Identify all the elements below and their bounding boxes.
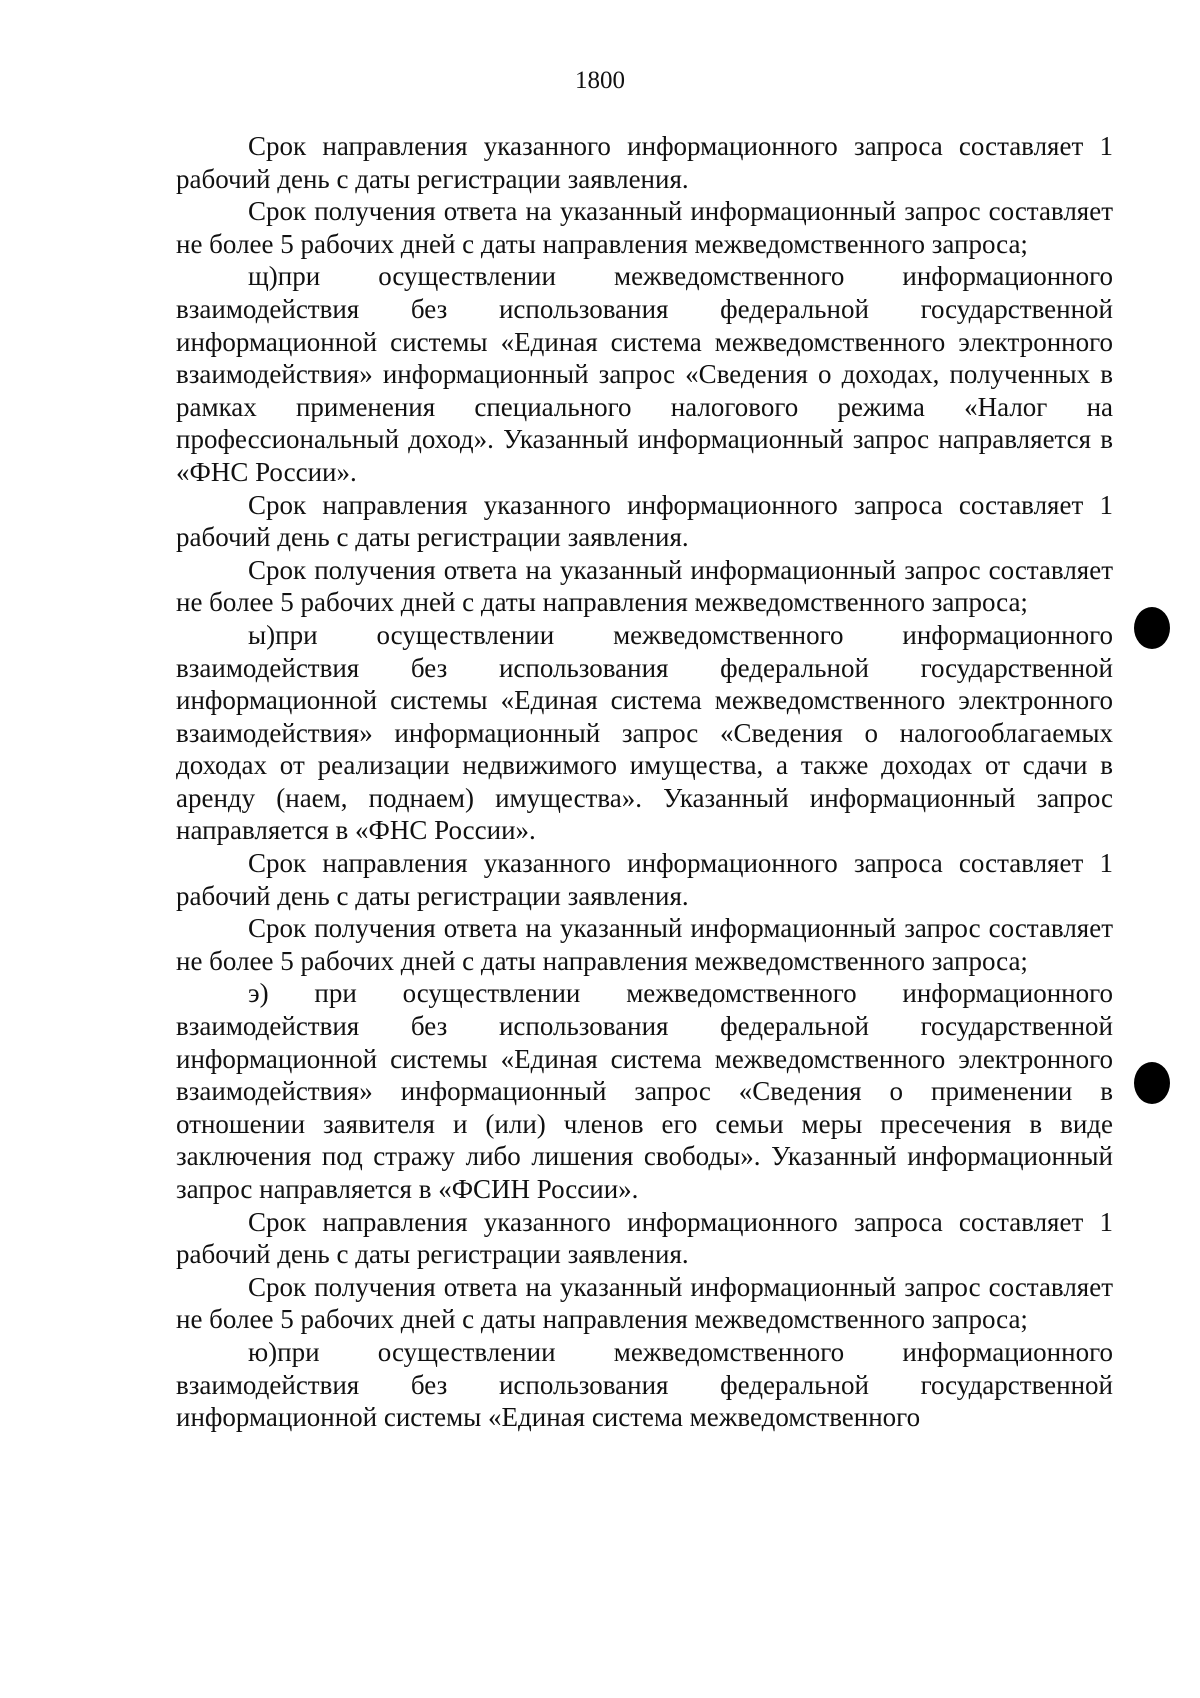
paragraph: Срок получения ответа на указанный информационный запрос составляет не более 5 рабочих дней с даты направления межведомственного запроса;: [176, 196, 1113, 259]
punch-hole-mark: [1134, 1062, 1170, 1104]
paragraph: Срок направления указанного информационного запроса составляет 1 рабочий день с даты регистрации заявления.: [176, 131, 1113, 194]
paragraph: ы)при осуществлении межведомственного информационного взаимодействия без использования федеральной государственной информационной системы «Единая система межведомственного электронного взаимодействия» информационный запрос «Сведения о налогооблагаемых доходах от реализации недвижимого имущества, а также доходах от сдачи в аренду (наем, поднаем) имущества». Указанный информационный запрос направляется в «ФНС России».: [176, 619, 1113, 846]
document-body: [176, 130, 1113, 1434]
paragraph: Срок направления указанного информационного запроса составляет 1 рабочий день с даты регистрации заявления.: [176, 489, 1113, 553]
page-number: 1800: [575, 67, 625, 94]
paragraph: Срок получения ответа на указанный информационный запрос составляет не более 5 рабочих дней с даты направления межведомственного запроса;: [176, 1271, 1113, 1335]
paragraph: Срок направления указанного информационного запроса составляет 1 рабочий день с даты регистрации заявления.: [176, 1206, 1113, 1270]
paragraph: ю)при осуществлении межведомственного информационного взаимодействия без использования федеральной государственной информационной системы «Единая система межведомственного: [176, 1336, 1113, 1433]
paragraph: Срок получения ответа на указанный информационный запрос составляет не более 5 рабочих дней с даты направления межведомственного запроса;: [176, 913, 1113, 976]
punch-hole-mark: [1134, 607, 1170, 649]
paragraph: Срок направления указанного информационного запроса составляет 1 рабочий день с даты регистрации заявления.: [176, 848, 1113, 911]
paragraph: э) при осуществлении межведомственного информационного взаимодействия без использования федеральной государственной информационной системы «Единая система межведомственного электронного взаимодействия» информационный запрос «Сведения о применении в отношении заявителя и (или) членов его семьи меры пресечения в виде заключения под стражу либо лишения свободы». Указанный информационный запрос направляется в «ФСИН России».: [176, 978, 1113, 1204]
paragraph: щ)при осуществлении межведомственного информационного взаимодействия без использования федеральной государственной информационной системы «Единая система межведомственного электронного взаимодействия» информационный запрос «Сведения о доходах, полученных в рамках применения специального налогового режима «Налог на профессиональный доход». Указанный информационный запрос направляется в «ФНС России».: [176, 261, 1113, 487]
paragraph: Срок получения ответа на указанный информационный запрос составляет не более 5 рабочих дней с даты направления межведомственного запроса;: [176, 554, 1113, 618]
